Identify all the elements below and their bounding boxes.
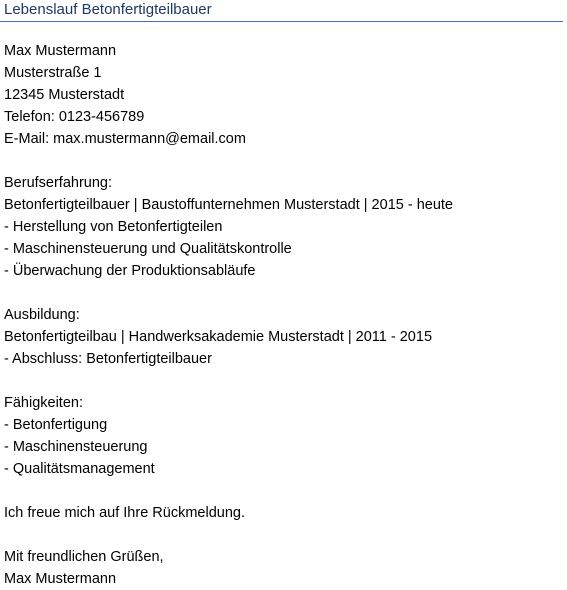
contact-block	[4, 40, 567, 150]
list-item: - Herstellung von Betonfertigteilen	[4, 219, 223, 235]
list-item: - Überwachung der Produktionsabläufe	[4, 263, 256, 279]
title-divider	[0, 21, 563, 22]
list-item: - Maschinensteuerung und Qualitätskontrolle	[4, 241, 292, 257]
spacer	[4, 480, 567, 502]
contact-street: Musterstraße 1	[4, 65, 102, 81]
contact-name: Max Mustermann	[4, 43, 117, 59]
education-heading: Ausbildung:	[4, 307, 80, 323]
experience-heading: Berufserfahrung:	[4, 175, 113, 191]
skills-heading: Fähigkeiten:	[4, 395, 83, 411]
signature-block	[4, 546, 567, 590]
experience-section	[4, 172, 567, 282]
contact-phone: Telefon: 0123-456789	[4, 109, 145, 125]
education-entry: Betonfertigteilbau | Handwerksakademie Musterstadt | 2011 - 2015	[4, 329, 433, 345]
skills-section	[4, 392, 567, 480]
closing-greeting: Mit freundlichen Grüßen,	[4, 549, 164, 565]
list-item: - Abschluss: Betonfertigteilbauer	[4, 351, 212, 367]
spacer	[4, 524, 567, 546]
closing-statement: Ich freue mich auf Ihre Rückmeldung.	[4, 505, 245, 521]
spacer	[4, 370, 567, 392]
spacer	[4, 282, 567, 304]
contact-city: 12345 Musterstadt	[4, 87, 125, 103]
list-item: - Qualitätsmanagement	[4, 461, 155, 477]
list-item: - Maschinensteuerung	[4, 439, 148, 455]
experience-entry: Betonfertigteilbauer | Baustoffunternehmen Musterstadt | 2015 - heute	[4, 197, 453, 213]
signature-name: Max Mustermann	[4, 571, 117, 587]
spacer	[4, 150, 567, 172]
document-title: Lebenslauf Betonfertigteilbauer	[4, 1, 212, 18]
education-section	[4, 304, 567, 370]
list-item: - Betonfertigung	[4, 417, 108, 433]
contact-email: E-Mail: max.mustermann@email.com	[4, 131, 246, 147]
